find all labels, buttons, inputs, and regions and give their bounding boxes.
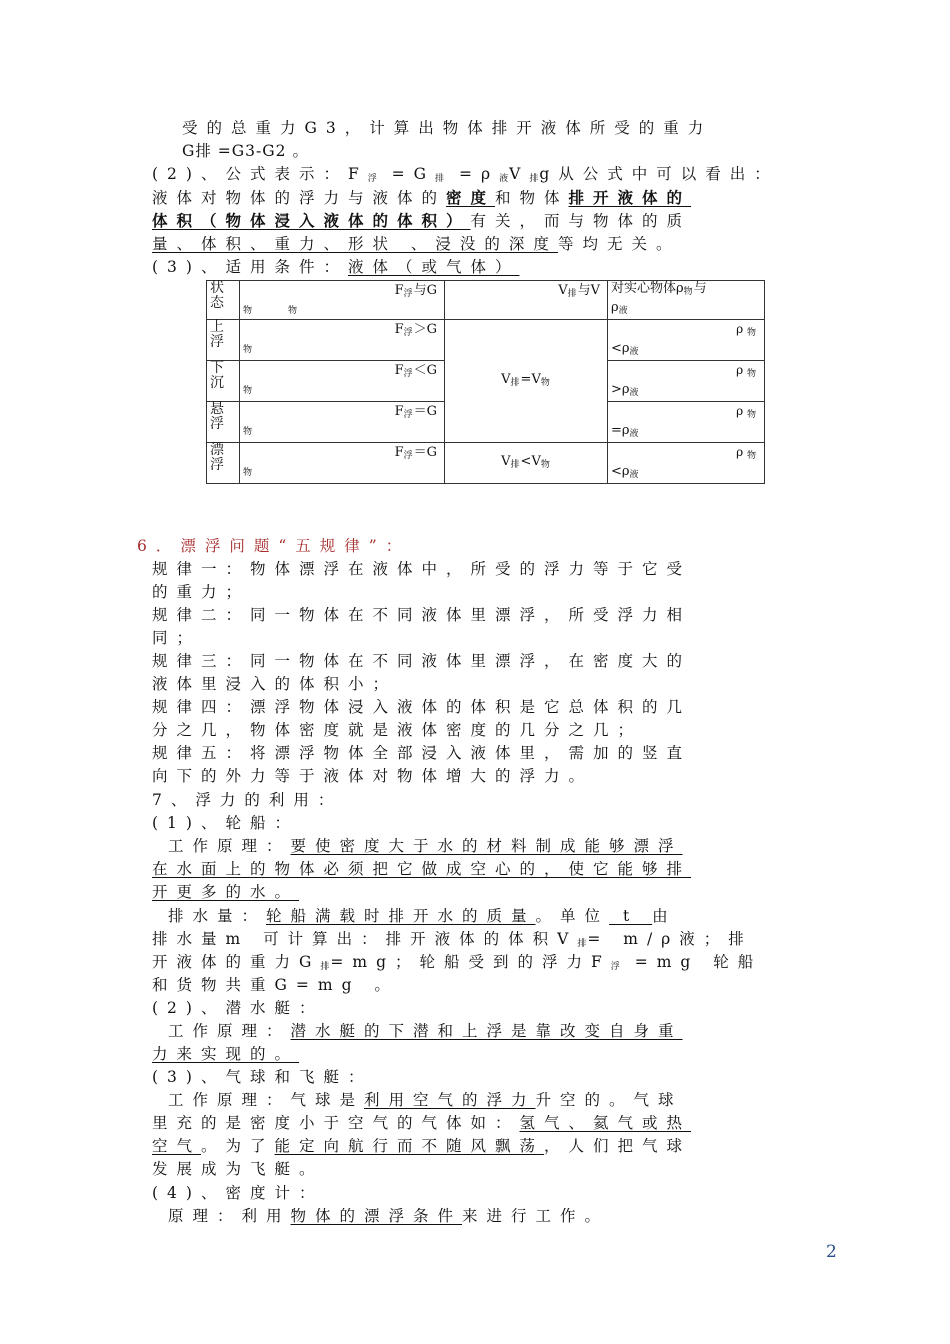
table-cell: ρ $_物$ $=\rho_液$	[608, 402, 765, 443]
table-cell: 悬浮	[207, 402, 240, 443]
text-line: 液体里浸入的体积小；	[152, 675, 398, 693]
table-cell: 漂浮	[207, 443, 240, 484]
text-line: 发展成为飞艇。	[152, 1160, 324, 1178]
subsection-title: (1)、轮船：	[152, 814, 299, 832]
table-cell: ρ $_物$ $<\rho_液$	[608, 320, 765, 361]
text-line: 力来实现的。	[152, 1045, 300, 1063]
text-line: 工作原理：要使密度大于水的材料制成能够漂浮	[168, 837, 683, 855]
text-line: 的重力；	[152, 583, 251, 601]
table-cell: $V_排$与V 物	[445, 281, 608, 320]
table-cell: $F_浮>G$ 物	[240, 320, 445, 361]
text-line: 规律三：同一物体在不同液体里漂浮，在密度大的	[152, 652, 692, 670]
subsection-title: (2)、潜水艇：	[152, 999, 324, 1017]
text-line: (3)、适用条件：液体（或气体）	[152, 258, 520, 276]
text-line: 体积（物体浸入液体的体积）有关，而与物体的质	[152, 211, 692, 230]
table-cell: 上浮	[207, 320, 240, 361]
table-cell: 下沉	[207, 361, 240, 402]
text-line: 开液体的重力$G_排=mg$；轮船受到的浮力$F_浮 =mg$ 轮船	[152, 953, 763, 972]
table-header-row	[207, 281, 765, 320]
table-cell: $F_浮<G$ 物	[240, 361, 445, 402]
text-line: 在水面上的物体必须把它做成空心的，使它能够排	[152, 860, 692, 878]
text-line: 工作原理：气球是利用空气的浮力升空的。气球	[168, 1091, 683, 1109]
table-cell: ρ $_物$ $<\rho_液$	[608, 443, 765, 484]
text-line: 里充的是密度小于空气的气体如：氢气、氦气或热	[152, 1114, 692, 1132]
text-line: 同；	[152, 629, 202, 647]
subsection-title: (3)、气球和飞艇：	[152, 1068, 373, 1086]
page-number: 2	[826, 1242, 837, 1262]
formula-line: (2)、公式表示：$F_浮 =G_排 =\rho_液V_排g$从公式中可以看出：	[152, 165, 779, 184]
text-line: 原理：利用物体的漂浮条件来进行工作。	[168, 1207, 610, 1225]
text-line: 液体对物体的浮力与液体的密度和物体排开液体的	[152, 188, 692, 207]
subsection-title: (4)、密度计：	[152, 1184, 324, 1202]
text-line: 排水量：轮船满载时排开水的质量。单位 t 由	[168, 907, 677, 925]
table-row	[207, 443, 765, 484]
table-cell: 状态	[207, 281, 240, 320]
table-cell: $F_浮$与G 物	[240, 281, 445, 320]
text-line: 排水量m 可计算出：排开液体的体积$V_排= m/\rho$液；排	[152, 930, 753, 949]
section-heading: 7、浮力的利用：	[152, 791, 343, 809]
text-line: 分之几，物体密度就是液体密度的几分之几；	[152, 721, 643, 739]
table-cell: 对实心物体$\rho_物$与 $\rho_液$	[608, 281, 765, 320]
text-line: 规律五：将漂浮物体全部浸入液体里，需加的竖直	[152, 744, 692, 762]
table-cell: $F_浮=G$ 物	[240, 443, 445, 484]
table-cell: ρ $_物$ $>\rho_液$	[608, 361, 765, 402]
buoyancy-state-table	[206, 280, 765, 484]
text-line: 向下的外力等于液体对物体增大的浮力。	[152, 767, 594, 785]
text-line: 规律一：物体漂浮在液体中，所受的浮力等于它受	[152, 560, 692, 578]
text-line: 空气。为了能定向航行而不随风飘荡，人们把气球	[152, 1137, 692, 1155]
text-line: 工作原理：潜水艇的下潜和上浮是靠改变自身重	[168, 1022, 683, 1040]
text-line: 和货物共重G=mg 。	[152, 976, 399, 994]
text-line: 受的总重力G3，计算出物体排开液体所受的重力	[182, 119, 713, 137]
table-cell: $F_浮=G$ 物	[240, 402, 445, 443]
text-line: 量、体积、重力、形状 、浸没的深度等均无关。	[152, 235, 681, 253]
table-cell: $V_排=V_物$	[445, 320, 608, 443]
table-cell: $V_排<V_物$	[445, 443, 608, 484]
text-line: 规律四：漂浮物体浸入液体的体积是它总体积的几	[152, 698, 692, 716]
section-heading: 6．漂浮问题“五规律”：	[137, 537, 411, 555]
text-line: 开更多的水。	[152, 883, 300, 901]
text-line: G排 =G3-G2 。	[182, 142, 309, 160]
table-row	[207, 320, 765, 361]
text-line: 规律二：同一物体在不同液体里漂浮，所受浮力相	[152, 606, 692, 624]
